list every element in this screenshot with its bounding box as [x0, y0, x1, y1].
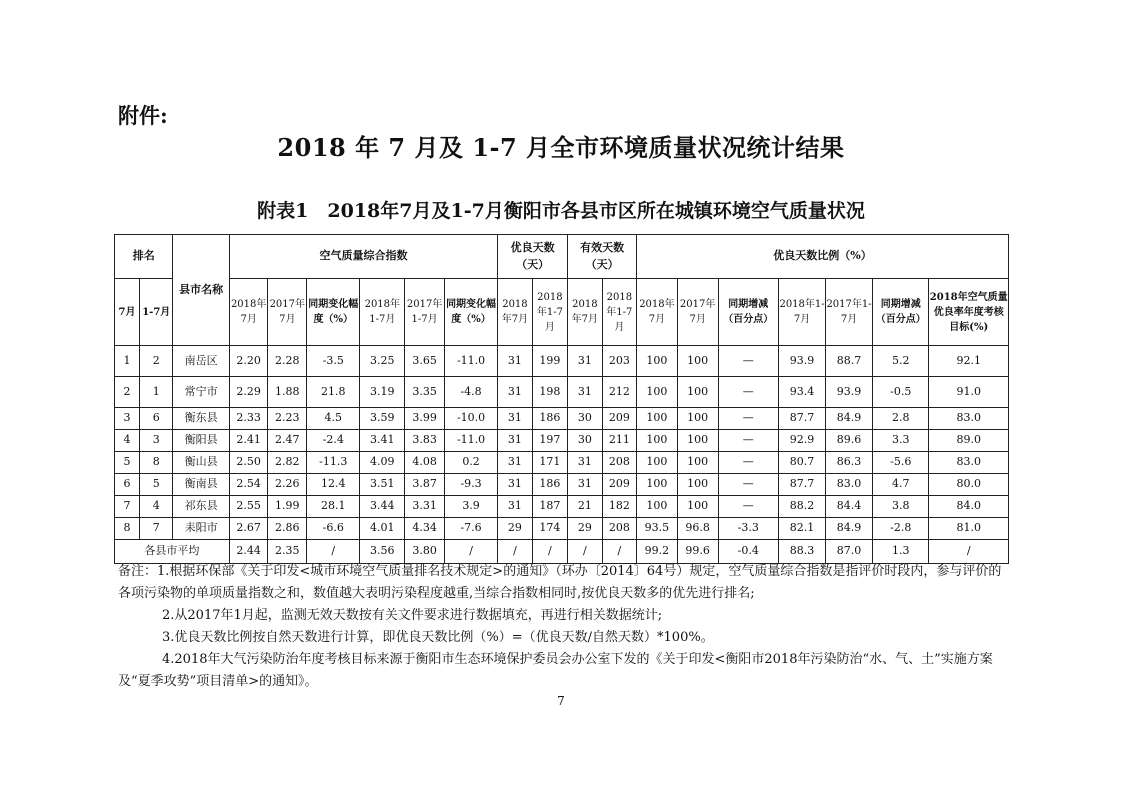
table-cell: —: [718, 346, 779, 377]
table-cell: 92.1: [929, 346, 1009, 377]
average-row: [115, 540, 1009, 564]
table-cell: 31: [498, 430, 532, 452]
table-cell: 4.7: [873, 474, 929, 496]
table-cell: 2: [140, 346, 173, 377]
table-cell: —: [718, 430, 779, 452]
table-cell: 12.4: [307, 474, 360, 496]
table-cell: 186: [532, 408, 568, 430]
header-ratio-change-ytd: 同期增减（百分点）: [873, 279, 929, 346]
header-rank: 排名: [115, 235, 173, 279]
table-cell: 182: [602, 496, 636, 518]
header-ratio-2018-ytd: 2018年1-7月: [779, 279, 826, 346]
table-cell: 84.9: [826, 518, 873, 540]
table-cell: /: [568, 540, 602, 564]
table-cell: 4.09: [360, 452, 405, 474]
table-cell: 3.80: [405, 540, 445, 564]
table-cell: 93.9: [826, 377, 873, 408]
table-cell: 2.8: [873, 408, 929, 430]
table-cell: 3.83: [405, 430, 445, 452]
table-cell: 衡南县: [173, 474, 229, 496]
table-cell: —: [718, 452, 779, 474]
table-cell: 8: [115, 518, 140, 540]
table-cell: 100: [677, 377, 718, 408]
table-row: [115, 518, 1009, 540]
table-cell: 209: [602, 408, 636, 430]
table-cell: 31: [568, 474, 602, 496]
table-cell: 2.41: [229, 430, 268, 452]
table-cell: 100: [677, 430, 718, 452]
table-cell: 100: [637, 452, 678, 474]
table-cell: /: [498, 540, 532, 564]
table-cell: 2.50: [229, 452, 268, 474]
table-cell: -3.5: [307, 346, 360, 377]
header-aqi-2018-jul: 2018年7月: [229, 279, 268, 346]
table-cell: 3.9: [444, 496, 497, 518]
table-cell: 衡东县: [173, 408, 229, 430]
header-rank-ytd: 1-7月: [140, 279, 173, 346]
table-cell: /: [532, 540, 568, 564]
table-cell: 南岳区: [173, 346, 229, 377]
table-cell: 83.0: [929, 408, 1009, 430]
table-cell: 4.5: [307, 408, 360, 430]
table-cell: -3.3: [718, 518, 779, 540]
table-cell: 88.7: [826, 346, 873, 377]
table-cell: 3: [140, 430, 173, 452]
table-cell: 2.44: [229, 540, 268, 564]
header-valid-2018-jul: 2018年7月: [568, 279, 602, 346]
table-cell: 31: [568, 346, 602, 377]
table-cell: 2.54: [229, 474, 268, 496]
table-cell: 4.08: [405, 452, 445, 474]
header-ratio-2017-ytd: 2017年1-7月: [826, 279, 873, 346]
table-cell: 0.2: [444, 452, 497, 474]
table-cell: 祁东县: [173, 496, 229, 518]
table-cell: 92.9: [779, 430, 826, 452]
table-cell: 174: [532, 518, 568, 540]
table-cell: 5: [115, 452, 140, 474]
header-ratio-group: 优良天数比例（%）: [637, 235, 1009, 279]
table-cell: 84.4: [826, 496, 873, 518]
table-cell: 88.3: [779, 540, 826, 564]
table-cell: 99.6: [677, 540, 718, 564]
table-cell: 100: [677, 496, 718, 518]
table-cell: 3.44: [360, 496, 405, 518]
table-row: [115, 452, 1009, 474]
header-valid-days-group: 有效天数（天）: [568, 235, 637, 279]
header-aqi-change-ytd: 同期变化幅度（%）: [444, 279, 497, 346]
note-3: 3.优良天数比例按自然天数进行计算，即优良天数比例（%）=（优良天数/自然天数）*100%。: [162, 630, 714, 645]
table-cell: 5.2: [873, 346, 929, 377]
table-cell: 31: [568, 452, 602, 474]
header-good-2018-jul: 2018年7月: [498, 279, 532, 346]
table-cell: 100: [637, 430, 678, 452]
table-cell: 209: [602, 474, 636, 496]
table-cell: 93.9: [779, 346, 826, 377]
table-cell: 87.7: [779, 474, 826, 496]
table-cell: 1: [115, 346, 140, 377]
table-cell: 31: [568, 377, 602, 408]
header-aqi-change-jul: 同期变化幅度（%）: [307, 279, 360, 346]
header-ratio-change-jul: 同期增减（百分点）: [718, 279, 779, 346]
table-cell: 常宁市: [173, 377, 229, 408]
table-cell: 211: [602, 430, 636, 452]
table-cell: 2.23: [268, 408, 307, 430]
table-cell: 7: [115, 496, 140, 518]
table-cell: 203: [602, 346, 636, 377]
table-cell: 83.0: [929, 452, 1009, 474]
table-cell: 3: [115, 408, 140, 430]
note-4: 4.2018年大气污染防治年度考核目标来源于衡阳市生态环境保护委员会办公室下发的《关于印发<衡阳市2018年污染防治“水、气、土”实施方案及“夏季攻势”项目清单>的通知》。: [118, 652, 993, 689]
table-cell: 31: [498, 408, 532, 430]
table-cell: —: [718, 377, 779, 408]
table-cell: 4.34: [405, 518, 445, 540]
table-cell: -7.6: [444, 518, 497, 540]
table-title: 附表1 2018年7月及1-7月衡阳市各县市区所在城镇环境空气质量状况: [257, 200, 865, 222]
table-cell: 3.99: [405, 408, 445, 430]
table-cell: 29: [498, 518, 532, 540]
table-cell: 3.65: [405, 346, 445, 377]
table-cell: 197: [532, 430, 568, 452]
table-cell: 21: [568, 496, 602, 518]
table-cell: 4: [140, 496, 173, 518]
table-cell: /: [602, 540, 636, 564]
table-cell: 2.86: [268, 518, 307, 540]
table-cell: 2.67: [229, 518, 268, 540]
table-cell: 87.0: [826, 540, 873, 564]
table-row: [115, 474, 1009, 496]
table-cell: -0.4: [718, 540, 779, 564]
header-aqi-2017-jul: 2017年7月: [268, 279, 307, 346]
table-cell: 100: [677, 408, 718, 430]
table-cell: 84.0: [929, 496, 1009, 518]
table-cell: 29: [568, 518, 602, 540]
table-cell: 83.0: [826, 474, 873, 496]
table-cell: 30: [568, 430, 602, 452]
table-cell: 3.3: [873, 430, 929, 452]
table-cell: 31: [498, 377, 532, 408]
table-cell: 3.56: [360, 540, 405, 564]
table-cell: /: [307, 540, 360, 564]
average-row-label: 各县市平均: [115, 540, 230, 564]
table-cell: 89.6: [826, 430, 873, 452]
table-cell: -11.3: [307, 452, 360, 474]
attachment-label: 附件:: [118, 103, 168, 128]
table-cell: —: [718, 496, 779, 518]
notes: [118, 561, 1008, 693]
table-cell: 1.99: [268, 496, 307, 518]
table-cell: 198: [532, 377, 568, 408]
table-cell: 3.19: [360, 377, 405, 408]
table-cell: 2.20: [229, 346, 268, 377]
page-number: 7: [557, 694, 565, 708]
table-cell: -6.6: [307, 518, 360, 540]
table-row: [115, 496, 1009, 518]
table-cell: 87.7: [779, 408, 826, 430]
table-cell: 31: [498, 496, 532, 518]
table-row: [115, 346, 1009, 377]
table-cell: 84.9: [826, 408, 873, 430]
table-cell: 199: [532, 346, 568, 377]
table-cell: 100: [677, 346, 718, 377]
header-aqi-2017-ytd: 2017年1-7月: [405, 279, 445, 346]
table-cell: 186: [532, 474, 568, 496]
table-cell: 91.0: [929, 377, 1009, 408]
table-cell: 3.8: [873, 496, 929, 518]
header-county: 县市名称: [173, 235, 229, 346]
table-cell: 212: [602, 377, 636, 408]
table-cell: 208: [602, 518, 636, 540]
table-cell: 2.55: [229, 496, 268, 518]
header-rank-jul: 7月: [115, 279, 140, 346]
table-cell: 93.4: [779, 377, 826, 408]
table-cell: —: [718, 474, 779, 496]
table-cell: 100: [637, 496, 678, 518]
table-cell: 100: [677, 452, 718, 474]
table-cell: 21.8: [307, 377, 360, 408]
table-cell: 1.88: [268, 377, 307, 408]
table-cell: 3.87: [405, 474, 445, 496]
header-ratio-2018-jul: 2018年7月: [637, 279, 678, 346]
table-cell: -2.8: [873, 518, 929, 540]
note-1: 备注：1.根据环保部《关于印发<城市环境空气质量排名技术规定>的通知》（环办〔2014〕64号）规定，空气质量综合指数是指评价时段内，参与评价的各项污染物的单项质量指数之和，数值越大表明污染程度越重,当综合指数相同时,按优良天数多的优先进行排名;: [118, 564, 1002, 601]
table-row: [115, 430, 1009, 452]
table-cell: 100: [637, 408, 678, 430]
header-good-2018-ytd: 2018年1-7月: [532, 279, 568, 346]
header-good-days-group: 优良天数（天）: [498, 235, 568, 279]
table-cell: 93.5: [637, 518, 678, 540]
table-cell: 28.1: [307, 496, 360, 518]
table-cell: -4.8: [444, 377, 497, 408]
table-cell: -11.0: [444, 430, 497, 452]
table-cell: 99.2: [637, 540, 678, 564]
table-cell: 2.28: [268, 346, 307, 377]
table-cell: 衡阳县: [173, 430, 229, 452]
table-row: [115, 408, 1009, 430]
table-cell: -10.0: [444, 408, 497, 430]
table-cell: 80.0: [929, 474, 1009, 496]
note-2: 2.从2017年1月起，监测无效天数按有关文件要求进行数据填充，再进行相关数据统计;: [162, 608, 663, 623]
table-cell: 耒阳市: [173, 518, 229, 540]
header-ratio-target: 2018年空气质量优良率年度考核目标(%): [929, 279, 1009, 346]
page-title: 2018 年 7 月及 1-7 月全市环境质量状况统计结果: [277, 133, 845, 162]
table-cell: 1.3: [873, 540, 929, 564]
table-cell: 5: [140, 474, 173, 496]
air-quality-table: [114, 234, 1009, 564]
table-cell: -2.4: [307, 430, 360, 452]
table-cell: 1: [140, 377, 173, 408]
table-cell: 2.82: [268, 452, 307, 474]
table-cell: 81.0: [929, 518, 1009, 540]
table-cell: 衡山县: [173, 452, 229, 474]
table-cell: 96.8: [677, 518, 718, 540]
table-cell: 100: [637, 377, 678, 408]
table-cell: 100: [637, 346, 678, 377]
table-cell: 2.47: [268, 430, 307, 452]
table-cell: 88.2: [779, 496, 826, 518]
table-cell: 86.3: [826, 452, 873, 474]
table-cell: 4: [115, 430, 140, 452]
table-cell: 82.1: [779, 518, 826, 540]
table-cell: 31: [498, 452, 532, 474]
table-cell: 3.59: [360, 408, 405, 430]
table-cell: /: [444, 540, 497, 564]
table-cell: -9.3: [444, 474, 497, 496]
table-cell: 80.7: [779, 452, 826, 474]
table-cell: 7: [140, 518, 173, 540]
table-cell: /: [929, 540, 1009, 564]
table-cell: 2.26: [268, 474, 307, 496]
table-cell: 100: [677, 474, 718, 496]
table-cell: -5.6: [873, 452, 929, 474]
table-cell: 2: [115, 377, 140, 408]
table-cell: 89.0: [929, 430, 1009, 452]
table-cell: 2.29: [229, 377, 268, 408]
table-cell: -11.0: [444, 346, 497, 377]
table-cell: 8: [140, 452, 173, 474]
table-cell: 6: [115, 474, 140, 496]
header-aqi-group: 空气质量综合指数: [229, 235, 497, 279]
table-cell: 187: [532, 496, 568, 518]
table-cell: 30: [568, 408, 602, 430]
table-body: [115, 346, 1009, 564]
table-cell: 31: [498, 474, 532, 496]
table-cell: —: [718, 408, 779, 430]
table-cell: 2.35: [268, 540, 307, 564]
table-cell: 100: [637, 474, 678, 496]
table-cell: 6: [140, 408, 173, 430]
table-cell: 2.33: [229, 408, 268, 430]
table-cell: 3.41: [360, 430, 405, 452]
table-cell: 208: [602, 452, 636, 474]
header-valid-2018-ytd: 2018年1-7月: [602, 279, 636, 346]
table-cell: 3.31: [405, 496, 445, 518]
table-cell: 3.51: [360, 474, 405, 496]
header-ratio-2017-jul: 2017年7月: [677, 279, 718, 346]
table-row: [115, 377, 1009, 408]
header-aqi-2018-ytd: 2018年1-7月: [360, 279, 405, 346]
table-cell: -0.5: [873, 377, 929, 408]
table-cell: 4.01: [360, 518, 405, 540]
table-cell: 31: [498, 346, 532, 377]
table-cell: 3.25: [360, 346, 405, 377]
table-cell: 171: [532, 452, 568, 474]
table-cell: 3.35: [405, 377, 445, 408]
